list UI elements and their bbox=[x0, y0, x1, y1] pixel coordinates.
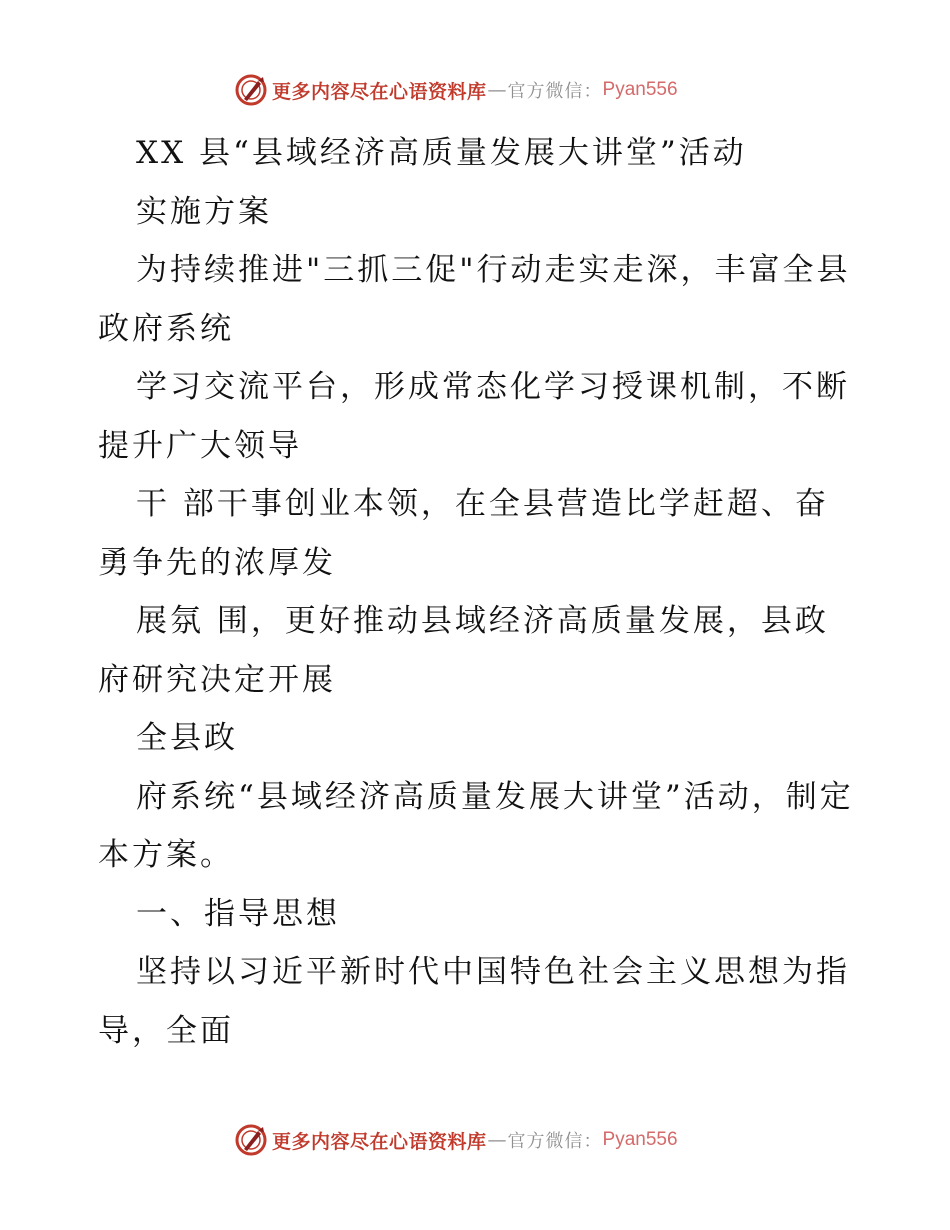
footer-watermark bbox=[234, 1122, 678, 1158]
pen-nib-logo-icon bbox=[234, 1123, 268, 1157]
watermark-wechat-label: 官方微信： bbox=[507, 1131, 603, 1152]
paragraph: 干 部干事创业本领，在全县营造比学赶超、奋勇争先的浓厚发 bbox=[98, 486, 829, 581]
pen-nib-logo-icon bbox=[234, 73, 268, 107]
watermark-wechat-id: Pyan556 bbox=[602, 1129, 678, 1150]
document-body bbox=[98, 124, 858, 1060]
paragraph: 全县政 bbox=[136, 720, 238, 756]
watermark-wechat-label: 官方微信： bbox=[507, 81, 603, 102]
document-subtitle: 实施方案 bbox=[136, 193, 272, 230]
paragraph: 展氛 围，更好推动县域经济高质量发展，县政府研究决定开展 bbox=[98, 603, 829, 698]
watermark-main-text: 更多内容尽在心语资料库 bbox=[272, 80, 487, 103]
watermark-wechat-id: Pyan556 bbox=[602, 79, 678, 100]
paragraph: 坚持以习近平新时代中国特色社会主义思想为指导，全面 bbox=[98, 954, 850, 1049]
paragraph: 学习交流平台，形成常态化学习授课机制，不断提升广大领导 bbox=[98, 369, 850, 464]
watermark-dash: — bbox=[487, 79, 507, 101]
header-watermark bbox=[234, 72, 678, 108]
document-title: XX 县“县域经济高质量发展大讲堂”活动 bbox=[136, 135, 747, 171]
paragraph: 府系统“县域经济高质量发展大讲堂”活动，制定本方案。 bbox=[98, 778, 854, 873]
watermark-dash: — bbox=[487, 1129, 507, 1151]
watermark-main-text: 更多内容尽在心语资料库 bbox=[272, 1130, 487, 1153]
section-heading: 一、指导思想 bbox=[136, 895, 340, 932]
paragraph: 为持续推进"三抓三促"行动走实走深，丰富全县政府系统 bbox=[98, 252, 851, 347]
